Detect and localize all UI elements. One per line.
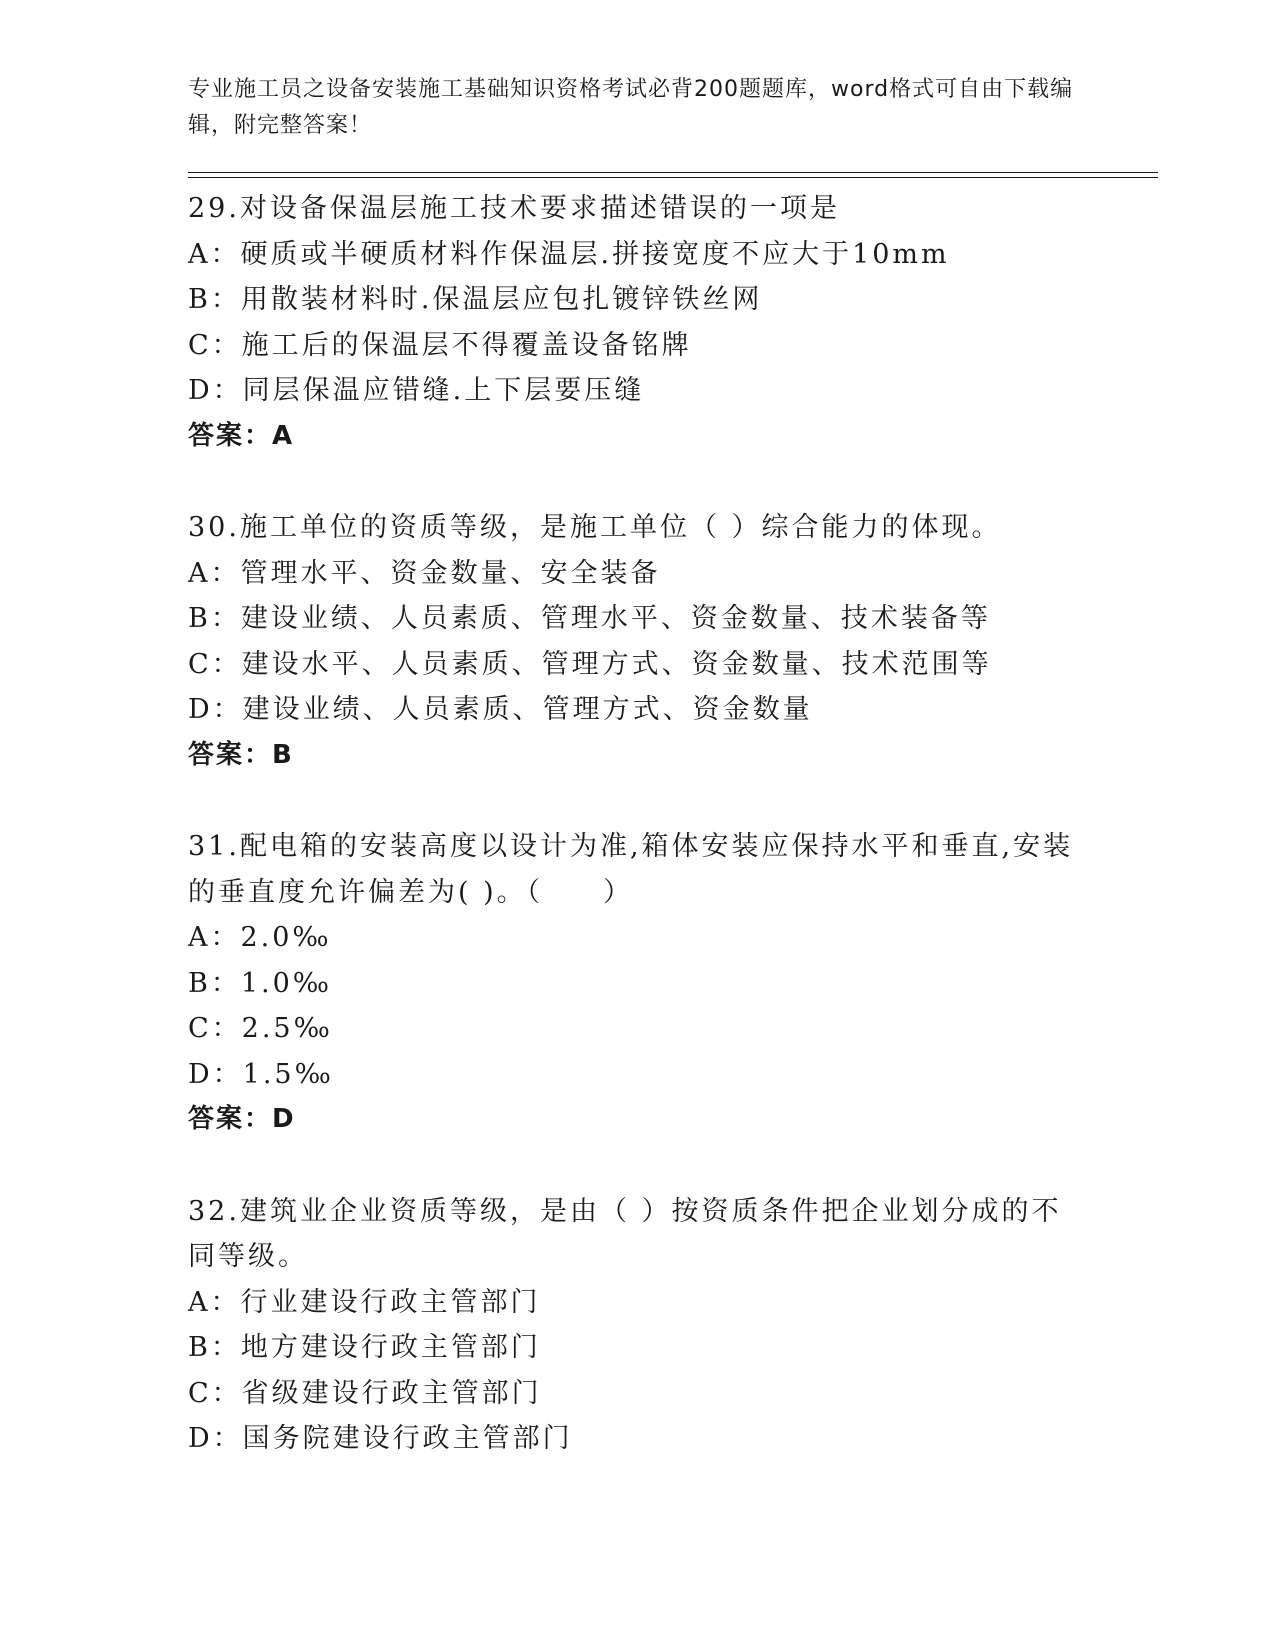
question-32	[188, 1189, 1088, 1462]
option-d: D：建设业绩、人员素质、管理方式、资金数量	[188, 694, 813, 725]
document-header: 专业施工员之设备安装施工基础知识资格考试必背200题题库，word格式可自由下载编辑，附完整答案！	[188, 77, 1074, 138]
question-29	[188, 186, 1088, 459]
option-c: C：施工后的保温层不得覆盖设备铭牌	[188, 329, 692, 361]
option-b: B：1.0‰	[188, 967, 333, 999]
answer-label: 答案：B	[188, 739, 294, 770]
question-stem: 31.配电箱的安装高度以设计为准,箱体安装应保持水平和垂直,安装的垂直度允许偏差为( )。（ ）	[188, 831, 1074, 908]
question-stem: 32.建筑业企业资质等级，是由（ ）按资质条件把企业划分成的不同等级。	[188, 1195, 1062, 1272]
option-d: D：国务院建设行政主管部门	[188, 1423, 573, 1454]
option-c: C：省级建设行政主管部门	[188, 1377, 542, 1409]
option-a: A：管理水平、资金数量、安全装备	[188, 557, 661, 589]
option-d: D：同层保温应错缝.上下层要压缝	[188, 375, 645, 406]
option-c: C：建设水平、人员素质、管理方式、资金数量、技术范围等	[188, 648, 992, 680]
header-divider-top	[188, 172, 1158, 173]
question-31	[188, 824, 1088, 1143]
option-b: B：用散装材料时.保温层应包扎镀锌铁丝网	[188, 284, 763, 315]
answer-label: 答案：D	[188, 1104, 296, 1134]
option-c: C：2.5‰	[188, 1013, 333, 1044]
question-30	[188, 505, 1088, 778]
header-divider-bottom	[188, 177, 1158, 178]
option-a: A：硬质或半硬质材料作保温层.拼接宽度不应大于10mm	[188, 238, 950, 270]
answer-label: 答案：A	[188, 420, 295, 451]
question-stem: 30.施工单位的资质等级，是施工单位（ ）综合能力的体现。	[188, 512, 1002, 543]
question-list	[188, 186, 1088, 1508]
option-b: B：建设业绩、人员素质、管理水平、资金数量、技术装备等	[188, 603, 991, 634]
option-a: A：行业建设行政主管部门	[188, 1286, 541, 1318]
question-stem: 29.对设备保温层施工技术要求描述错误的一项是	[188, 193, 840, 224]
option-a: A：2.0‰	[188, 922, 332, 953]
option-d: D：1.5‰	[188, 1058, 334, 1090]
option-b: B：地方建设行政主管部门	[188, 1332, 541, 1363]
